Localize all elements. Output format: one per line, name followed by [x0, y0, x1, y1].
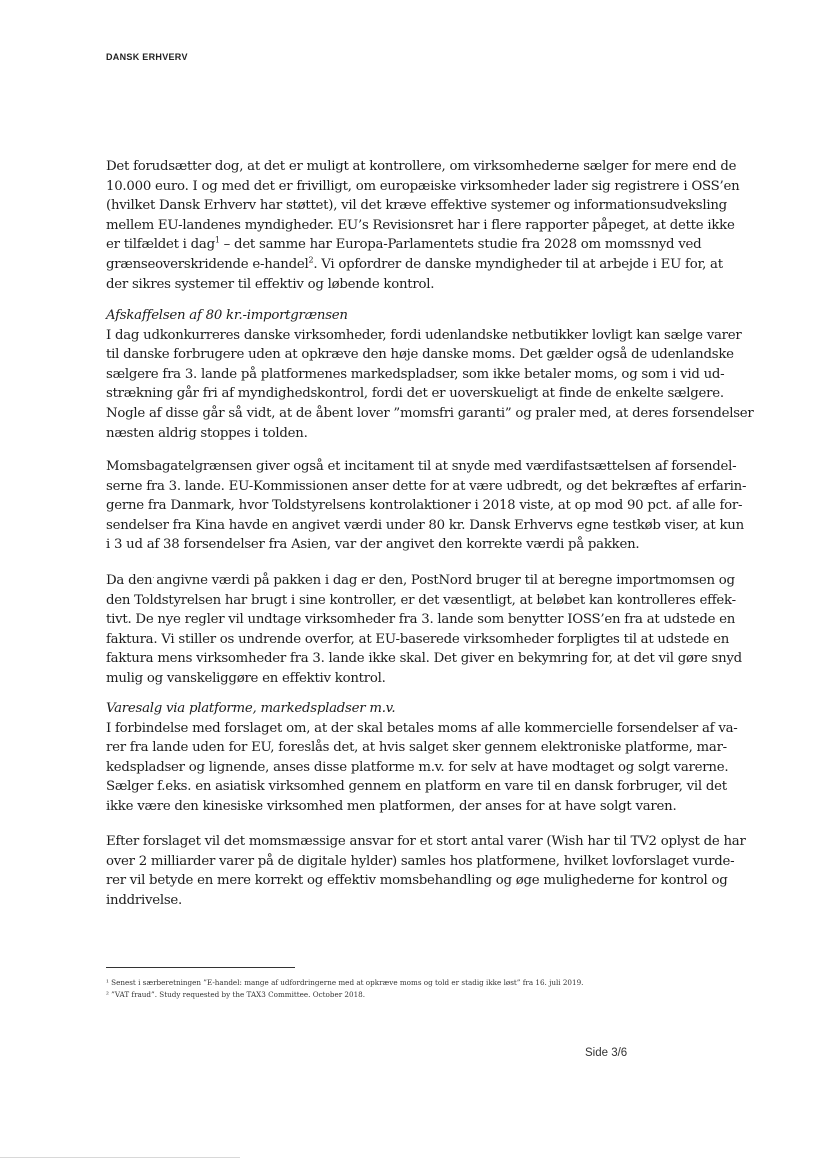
- section-import-threshold: [106, 306, 754, 443]
- text-fragment: . Vi opfordrer de danske myndigheder til at arbejde i EU for, at: [313, 256, 723, 272]
- text-fragment: – det samme har Europa-Parlamentets studie fra 2028 om momssnyd ved: [219, 237, 702, 253]
- page-number: Side 3/6: [585, 1047, 628, 1059]
- text-line: mulig og vanskeliggøre en effektiv kontrol.: [106, 670, 386, 686]
- footnote-1: ¹ Senest i særberetningen ”E-handel: mange af udfordringerne med at opkræve moms og told er stadig ikke løst” fra 16. juli 2019.: [106, 978, 584, 987]
- text-line: mellem EU-landenes myndigheder. EU’s Revisionsret har i flere rapporter påpeget, at dette ikke: [106, 217, 735, 233]
- paragraph-platform-liability: [106, 832, 746, 910]
- text-line: Sælger f.eks. en asiatisk virksomhed gennem en platform en vare til en dansk forbruger, vil det: [106, 779, 727, 795]
- footnote-divider: [106, 967, 295, 968]
- text-line: rer fra lande uden for EU, foreslås det, at hvis salget sker gennem elektroniske platforme, mar-: [106, 740, 727, 756]
- text-line: den Toldstyrelsen har brugt i sine kontroller, er det væsentligt, at beløbet kan kontrolleres effek-: [106, 592, 736, 608]
- paragraph-oss-control: [106, 157, 740, 294]
- text-line: (hvilket Dansk Erhverv har støttet), vil det kræve effektive systemer og informationsudveksling: [106, 198, 727, 214]
- text-line: sælgere fra 3. lande på platformenes markedspladser, som ikke betaler moms, og som i vid ud-: [106, 366, 725, 382]
- scan-edge-line: [0, 1157, 240, 1158]
- text-line: I forbindelse med forslaget om, at der skal betales moms af alle kommercielle forsendelser af va-: [106, 720, 738, 736]
- footnote-2: ² ”VAT fraud”. Study requested by the TAX3 Committee. October 2018.: [106, 989, 366, 999]
- text-line: kedspladser og lignende, anses disse platforme m.v. for selv at have modtaget og solgt varerne.: [106, 759, 729, 775]
- section-heading: Varesalg via platforme, markedspladser m.v.: [106, 701, 396, 716]
- text-line: strækning går fri af myndighedskontrol, fordi det er uoverskueligt at finde de enkelte sælgere.: [106, 386, 724, 402]
- section-heading: Afskaffelsen af 80 kr.-importgrænsen: [106, 308, 348, 323]
- text-fragment: grænseoverskridende e-handel: [106, 256, 309, 272]
- text-line: over 2 milliarder varer på de digitale hylder) samles hos platformene, hvilket lovforslaget vurde-: [106, 853, 735, 869]
- paragraph-valuation-fraud: [106, 457, 747, 555]
- text-line: rer vil betyde en mere korrekt og effektiv momsbehandling og øge mulighederne for kontrol og: [106, 873, 728, 889]
- text-line: ikke være den kinesiske virksomhed men platformen, der anses for at have solgt varen.: [106, 798, 677, 814]
- text-line: Nogle af disse går så vidt, at de åbent lover ”momsfri garanti” og praler med, at deres forsendelser: [106, 405, 754, 421]
- text-line: serne fra 3. lande. EU-Kommissionen anser dette for at være udbredt, og det bekræftes af erfarin-: [106, 478, 747, 494]
- text-line: 10.000 euro. I og med det er frivilligt, om europæiske virksomheder lader sig registrere i OSS’en: [106, 178, 740, 194]
- text-line: faktura. Vi stiller os undrende overfor, at EU-baserede virksomheder forpligtes til at udstede en: [106, 631, 730, 647]
- text-line: sendelser fra Kina havde en angivet værdi under 80 kr. Dansk Erhvervs egne testkøb viser, at kun: [106, 517, 744, 533]
- text-line: Momsbagatelgrænsen giver også et incitament til at snyde med værdifastsættelsen af forsendel-: [106, 459, 737, 474]
- footnotes: [106, 977, 583, 1000]
- text-line: gerne fra Danmark, hvor Toldstyrelsens kontrolaktioner i 2018 viste, at op mod 90 pct. af alle for-: [106, 498, 743, 514]
- text-line: Da den angivne værdi på pakken i dag er den, PostNord bruger til at beregne importmomsen og: [106, 573, 735, 588]
- organization-header: DANSK ERHVERV: [106, 52, 188, 62]
- text-line: [106, 235, 726, 255]
- text-fragment: er tilfældet i dag: [106, 237, 215, 253]
- text-line: Det forudsætter dog, at det er muligt at kontrollere, om virksomhederne sælger for mere end de: [106, 159, 737, 174]
- text-line: næsten aldrig stoppes i tolden.: [106, 425, 308, 441]
- text-line: i 3 ud af 38 forsendelser fra Asien, var der angivet den korrekte værdi på pakken.: [106, 537, 640, 553]
- text-line: [106, 255, 726, 275]
- text-line: inddrivelse.: [106, 892, 183, 908]
- text-line: Efter forslaget vil det momsmæssige ansvar for et stort antal varer (Wish har til TV2 oplyst de har: [106, 834, 746, 849]
- text-line: faktura mens virksomheder fra 3. lande ikke skal. Det giver en bekymring for, at det vil gøre snyd: [106, 651, 742, 667]
- text-line: til danske forbrugere uden at opkræve den høje danske moms. Det gælder også de udenlandske: [106, 347, 734, 363]
- text-line: der sikres systemer til effektiv og løbende kontrol.: [106, 276, 435, 292]
- footnote-ref-2[interactable]: 2: [308, 255, 314, 265]
- footnote-ref-1[interactable]: 1: [214, 235, 220, 245]
- paragraph-invoice-rules: [106, 571, 742, 689]
- text-line: tivt. De nye regler vil undtage virksomheder fra 3. lande som benytter IOSS’en fra at udstede en: [106, 612, 736, 628]
- section-platform-sales: [106, 699, 738, 817]
- text-line: I dag udkonkurreres danske virksomheder, fordi udenlandske netbutikker lovligt kan sælge varer: [106, 327, 742, 343]
